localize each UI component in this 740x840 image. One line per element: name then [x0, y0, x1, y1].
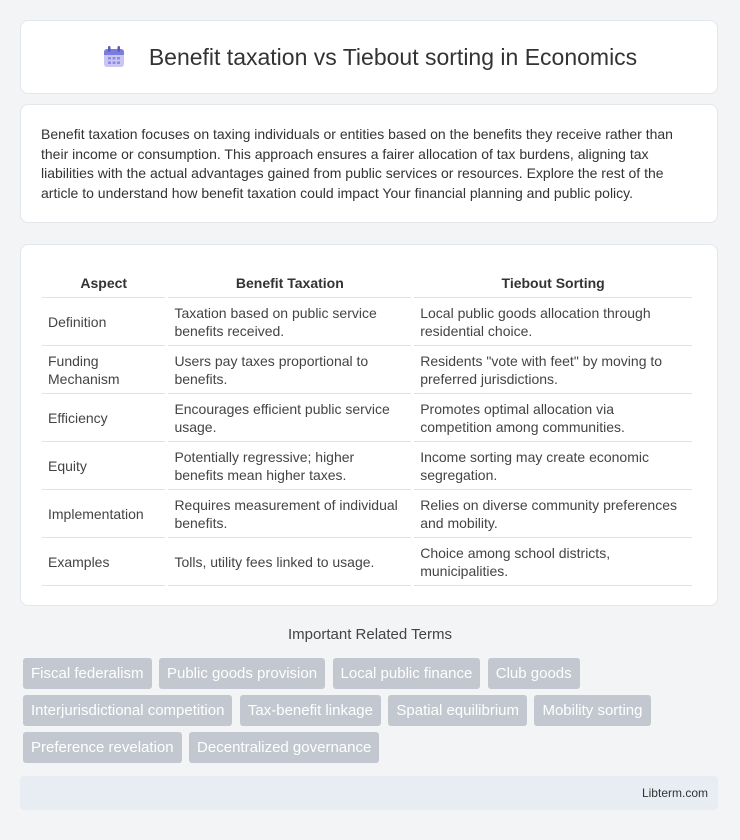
intro-paragraph: Benefit taxation focuses on taxing individuals or entities based on the benefits they receive rather than their income or consumption. This approach ensures a fairer allocation of tax burdens, aligning tax liabilities with the actual advantages gained from public services or resources. Explore the rest of the article to understand how benefit taxation could impact Your financial planning and public policy.: [41, 126, 673, 201]
related-term-tag[interactable]: Public goods provision: [159, 658, 325, 689]
row-benefit-taxation: Tolls, utility fees linked to usage.: [168, 538, 411, 586]
footer-site-link[interactable]: Libterm.com: [641, 786, 708, 800]
related-term-tag[interactable]: Preference revelation: [23, 732, 182, 763]
intro-card: [20, 104, 718, 223]
row-tiebout-sorting: Residents "vote with feet" by moving to preferred jurisdictions.: [414, 346, 692, 394]
row-benefit-taxation: Potentially regressive; higher benefits mean higher taxes.: [168, 442, 411, 490]
footer: [20, 776, 718, 810]
row-tiebout-sorting: Relies on diverse community preferences and mobility.: [414, 490, 692, 538]
related-terms-heading: Important Related Terms: [288, 626, 452, 643]
row-benefit-taxation: Encourages efficient public service usage.: [168, 394, 411, 442]
row-tiebout-sorting: Local public goods allocation through residential choice.: [414, 298, 692, 346]
table-row: [42, 538, 692, 586]
table-row: [42, 490, 692, 538]
related-term-tag[interactable]: Club goods: [488, 658, 580, 689]
title-card: [20, 20, 718, 94]
related-term-tag[interactable]: Interjurisdictional competition: [23, 695, 232, 726]
page-title: Benefit taxation vs Tiebout sorting in Economics: [148, 43, 638, 70]
table-header-row: [42, 263, 692, 298]
related-term-tag[interactable]: Tax-benefit linkage: [240, 695, 381, 726]
row-benefit-taxation: Taxation based on public service benefits received.: [168, 298, 411, 346]
row-aspect: Efficiency: [42, 394, 165, 442]
row-aspect: Examples: [42, 538, 165, 586]
table-row: [42, 298, 692, 346]
row-aspect: Definition: [42, 298, 165, 346]
header-tiebout-sorting: Tiebout Sorting: [414, 263, 692, 298]
row-benefit-taxation: Requires measurement of individual benefits.: [168, 490, 411, 538]
related-term-tag[interactable]: Local public finance: [333, 658, 481, 689]
row-aspect: Implementation: [42, 490, 165, 538]
row-benefit-taxation: Users pay taxes proportional to benefits.: [168, 346, 411, 394]
header-aspect: Aspect: [42, 263, 165, 298]
related-terms-list: [23, 658, 723, 769]
row-aspect: Equity: [42, 442, 165, 490]
comparison-table: [39, 263, 695, 586]
table-row: [42, 442, 692, 490]
row-tiebout-sorting: Promotes optimal allocation via competition among communities.: [414, 394, 692, 442]
comparison-table-card: [20, 244, 718, 606]
row-aspect: Funding Mechanism: [42, 346, 165, 394]
table-row: [42, 346, 692, 394]
related-term-tag[interactable]: Fiscal federalism: [23, 658, 152, 689]
table-row: [42, 394, 692, 442]
related-term-tag[interactable]: Mobility sorting: [534, 695, 650, 726]
header-benefit-taxation: Benefit Taxation: [168, 263, 411, 298]
row-tiebout-sorting: Choice among school districts, municipalities.: [414, 538, 692, 586]
row-tiebout-sorting: Income sorting may create economic segregation.: [414, 442, 692, 490]
related-term-tag[interactable]: Decentralized governance: [189, 732, 379, 763]
calendar-icon: [101, 44, 127, 70]
related-term-tag[interactable]: Spatial equilibrium: [388, 695, 527, 726]
